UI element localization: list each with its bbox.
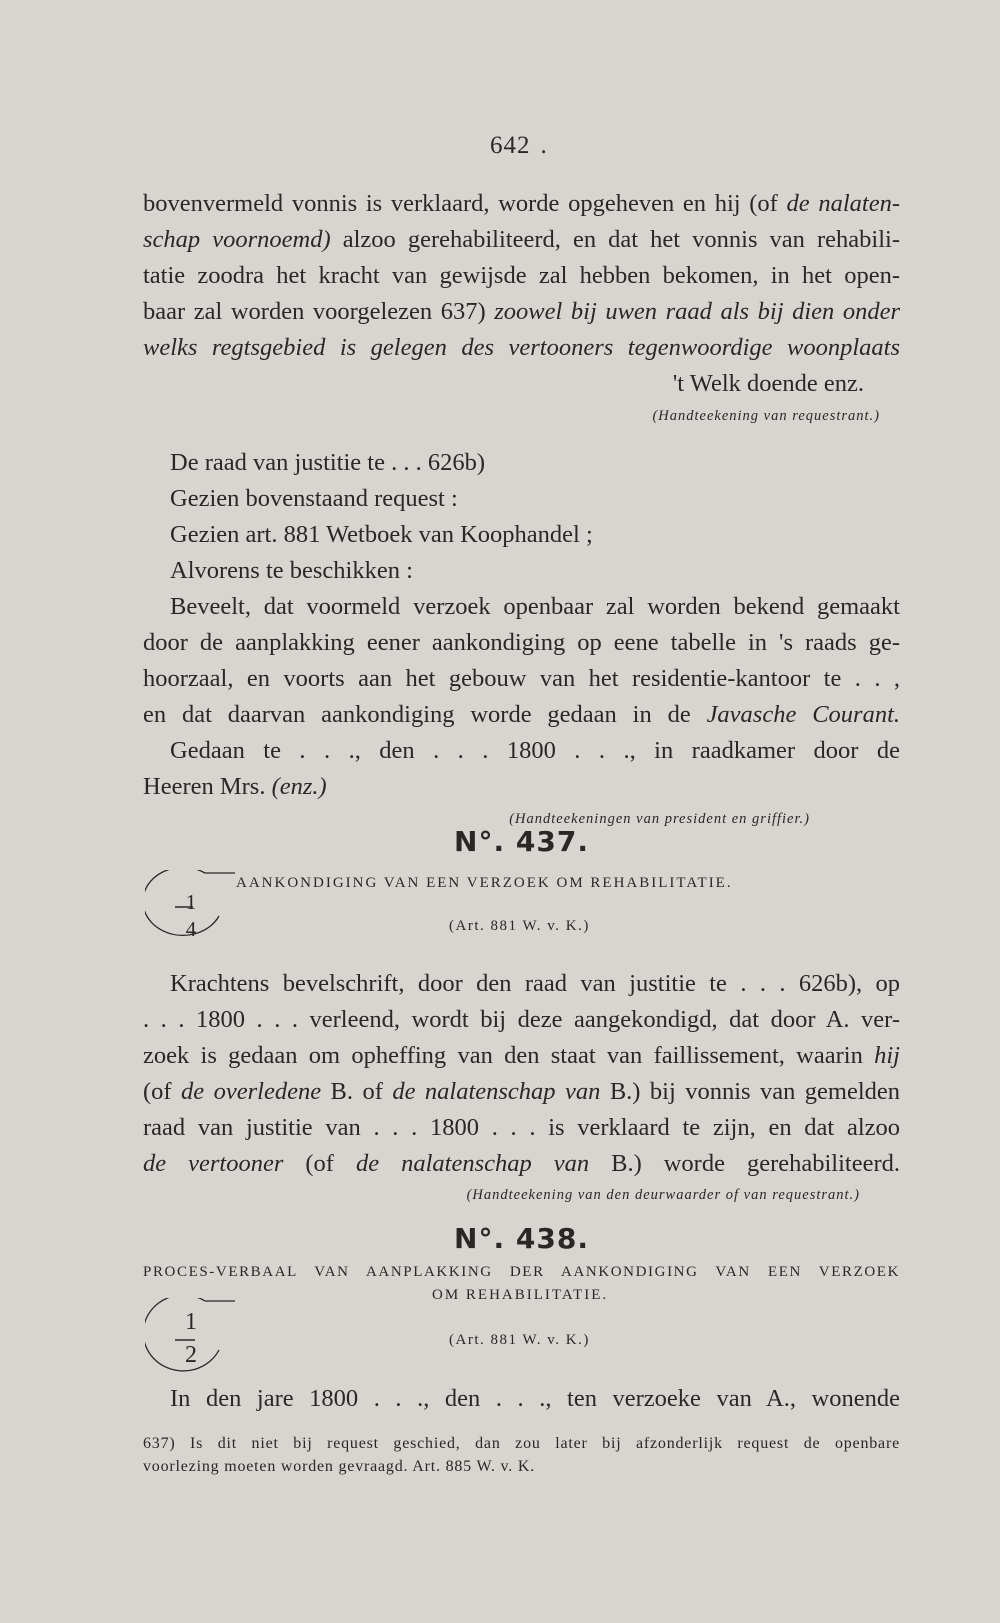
fraction-denominator: 4 bbox=[185, 917, 197, 941]
signature-note: (Handteekeningen van president en griffier.) bbox=[509, 811, 810, 827]
italic-span: de nalatenschap van bbox=[392, 1078, 601, 1105]
footnote-line: voorlezing moeten worden gevraagd. Art. 885 W. v. K. bbox=[143, 1458, 536, 1475]
section-number-437: N°. 437. bbox=[454, 825, 589, 858]
page-number-text: 642 bbox=[490, 132, 531, 159]
text-line: Gedaan te . . ., den . . . 1800 . . ., in raadkamer door de bbox=[170, 737, 900, 764]
text-span: B.) worde gerehabiliteerd. bbox=[611, 1150, 900, 1177]
signature-note: (Handteekening van den deurwaarder of van requestrant.) bbox=[466, 1187, 860, 1203]
text-line: hoorzaal, en voorts aan het gebouw van het residentie-kantoor te . . , bbox=[143, 665, 900, 692]
italic-span: de nalaten- bbox=[786, 190, 900, 217]
text-span: B.) bij vonnis van gemelden bbox=[609, 1078, 901, 1105]
italic-span: schap voornoemd) bbox=[143, 226, 331, 253]
text-span: (of bbox=[143, 1078, 172, 1105]
article-reference: (Art. 881 W. v. K.) bbox=[449, 918, 590, 934]
footnote-line: 637) Is dit niet bij request geschied, dan zou later bij afzonderlijk request de openbare bbox=[143, 1435, 900, 1452]
text-line: Beveelt, dat voormeld verzoek openbaar zal worden bekend gemaakt bbox=[170, 593, 900, 620]
text-span: Heeren Mrs. bbox=[143, 773, 266, 800]
fraction-numerator: 1 bbox=[185, 1309, 197, 1335]
text-line bbox=[143, 1146, 900, 1182]
page-number-dot: . bbox=[540, 132, 548, 159]
text-line bbox=[143, 697, 900, 733]
italic-span: zoowel bij uwen raad als bij dien onder bbox=[494, 298, 900, 325]
italic-span: de vertooner bbox=[143, 1150, 284, 1177]
text-span: baar zal worden voorgelezen 637) bbox=[143, 298, 486, 325]
fraction-denominator: 2 bbox=[185, 1342, 197, 1368]
text-span: B. of bbox=[330, 1078, 383, 1105]
text-line bbox=[143, 294, 900, 330]
italic-span: de overledene bbox=[181, 1078, 322, 1105]
closing-formula: 't Welk doende enz. bbox=[672, 370, 864, 397]
section-heading: AANKONDIGING VAN EEN VERZOEK OM REHABILITATIE. bbox=[236, 875, 733, 891]
italic-span: (enz.) bbox=[271, 773, 327, 800]
announcement-text bbox=[143, 966, 900, 1208]
article-reference: (Art. 881 W. v. K.) bbox=[449, 1332, 590, 1348]
text-line bbox=[143, 222, 900, 258]
signature-note: (Handteekening van requestrant.) bbox=[652, 408, 880, 424]
request-closing-paragraph bbox=[143, 186, 900, 430]
text-line: Alvorens te beschikken : bbox=[170, 557, 413, 584]
italic-span: welks regtsgebied is gelegen des vertooners tegenwoordige woonplaats bbox=[143, 334, 900, 361]
text-span: en dat daarvan aankondiging worde gedaan in de bbox=[143, 701, 691, 728]
italic-span: hij bbox=[874, 1042, 900, 1069]
section-heading: PROCES-VERBAAL VAN AANPLAKKING DER AANKONDIGING VAN EEN VERZOEK bbox=[143, 1264, 900, 1280]
text-line bbox=[143, 769, 900, 805]
section-number-438: N°. 438. bbox=[454, 1222, 589, 1255]
text-line bbox=[143, 186, 900, 222]
text-line bbox=[143, 330, 900, 366]
text-line: Gezien bovenstaand request : bbox=[170, 485, 458, 512]
text-span: bovenvermeld vonnis is verklaard, worde opgeheven en hij (of bbox=[143, 190, 778, 217]
text-line bbox=[143, 1038, 900, 1074]
text-line: . . . 1800 . . . verleend, wordt bij deze aangekondigd, dat door A. ver- bbox=[143, 1006, 900, 1033]
text-line: Gezien art. 881 Wetboek van Koophandel ; bbox=[170, 521, 593, 548]
text-span: alzoo gerehabiliteerd, en dat het vonnis van rehabili- bbox=[330, 226, 900, 253]
page-number bbox=[490, 132, 548, 160]
fraction-numerator: 1 bbox=[185, 890, 197, 914]
text-span: zoek is gedaan om opheffing van den staat van faillissement, waarin bbox=[143, 1042, 863, 1069]
italic-span: de nalatenschap van bbox=[355, 1150, 590, 1177]
text-line: In den jare 1800 . . ., den . . ., ten verzoeke van A., wonende bbox=[170, 1385, 900, 1412]
text-line bbox=[143, 1074, 900, 1110]
text-line: Krachtens bevelschrift, door den raad van justitie te . . . 626b), op bbox=[170, 970, 900, 997]
footnote bbox=[143, 1432, 900, 1478]
text-span: (of bbox=[305, 1150, 334, 1177]
text-line: raad van justitie van . . . 1800 . . . is verklaard te zijn, en dat alzoo bbox=[143, 1114, 900, 1141]
text-line: tatie zoodra het kracht van gewijsde zal hebben bekomen, in het open- bbox=[143, 262, 900, 289]
section-heading-continued: OM REHABILITATIE. bbox=[432, 1287, 609, 1303]
text-line: door de aanplakking eener aankondiging op eene tabelle in 's raads ge- bbox=[143, 629, 900, 656]
proces-verbaal-text bbox=[143, 1381, 900, 1417]
text-line: De raad van justitie te . . . 626b) bbox=[170, 449, 486, 476]
court-decision bbox=[143, 445, 900, 833]
italic-span: Javasche Courant. bbox=[706, 701, 901, 728]
